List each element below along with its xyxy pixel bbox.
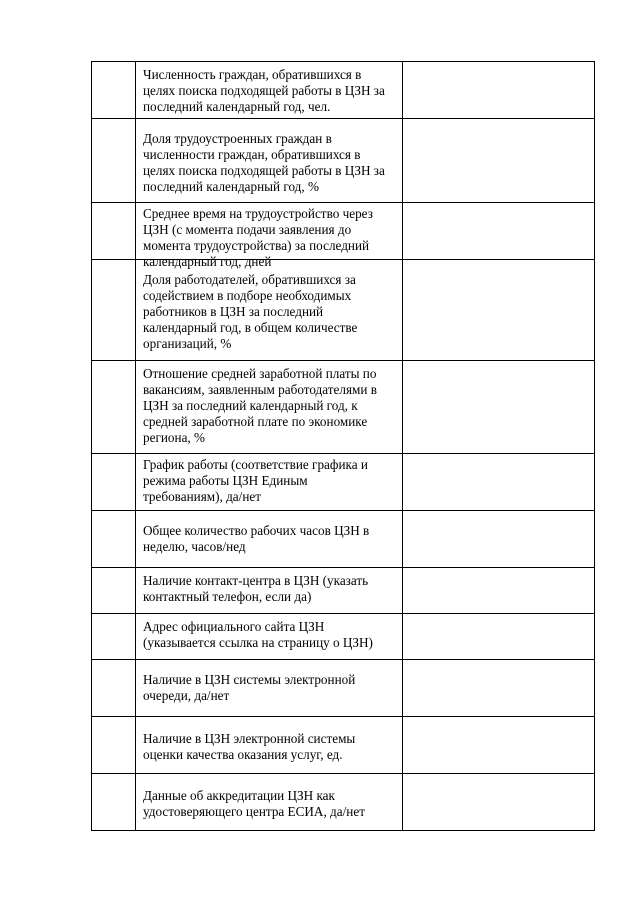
value-cell[interactable]	[403, 774, 595, 831]
indicator-line: неделю, часов/нед	[143, 539, 246, 554]
indicator-line: очереди, да/нет	[143, 688, 230, 703]
indicator-line: режима работы ЦЗН Единым	[143, 473, 308, 488]
indicator-line: удостоверяющего центра ЕСИА, да/нет	[143, 804, 365, 819]
indicator-line: работников в ЦЗН за последний	[143, 304, 324, 319]
indicator-line: региона, %	[143, 430, 205, 445]
indicator-name-cell	[136, 660, 403, 717]
value-cell[interactable]	[403, 660, 595, 717]
indicator-name-cell	[136, 511, 403, 568]
table-row	[92, 361, 595, 454]
indicator-line: График работы (соответствие графика и	[143, 457, 368, 472]
value-cell[interactable]	[403, 203, 595, 260]
indicator-line: Общее количество рабочих часов ЦЗН в	[143, 523, 370, 538]
value-cell[interactable]	[403, 119, 595, 203]
row-number-cell	[92, 62, 136, 119]
indicator-line: последний календарный год, чел.	[143, 99, 331, 114]
row-number-cell	[92, 614, 136, 660]
row-number-cell	[92, 260, 136, 361]
row-number-cell	[92, 119, 136, 203]
indicator-line: Отношение средней заработной платы по	[143, 366, 377, 381]
row-number-cell	[92, 717, 136, 774]
indicator-line: оценки качества оказания услуг, ед.	[143, 747, 343, 762]
row-number-cell	[92, 511, 136, 568]
indicator-line: организаций, %	[143, 336, 232, 351]
table-row	[92, 568, 595, 614]
indicator-line: ЦЗН (с момента подачи заявления до	[143, 222, 352, 237]
indicator-line: контактный телефон, если да)	[143, 589, 312, 604]
indicator-line: момента трудоустройства) за последний	[143, 238, 370, 253]
indicator-line: численности граждан, обратившихся в	[143, 147, 361, 162]
table-row	[92, 203, 595, 260]
indicator-name-cell	[136, 568, 403, 614]
indicator-name-cell	[136, 717, 403, 774]
row-number-cell	[92, 568, 136, 614]
indicator-name-cell	[136, 203, 403, 269]
row-number-cell	[92, 454, 136, 511]
table-row	[92, 774, 595, 831]
row-number-cell	[92, 774, 136, 831]
indicator-line: Наличие в ЦЗН системы электронной	[143, 672, 356, 687]
indicator-line: средней заработной плате по экономике	[143, 414, 368, 429]
indicator-line: календарный год, в общем количестве	[143, 320, 358, 335]
indicator-line: календарный год, дней	[143, 254, 272, 269]
indicator-line: (указывается ссылка на страницу о ЦЗН)	[143, 635, 373, 650]
indicator-line: Доля трудоустроенных граждан в	[143, 131, 332, 146]
table-row	[92, 62, 595, 119]
indicator-name-cell	[136, 614, 403, 660]
indicators-table	[91, 61, 595, 831]
value-cell[interactable]	[403, 62, 595, 119]
indicator-line: ЦЗН за последний календарный год, к	[143, 398, 358, 413]
indicator-name-cell	[136, 454, 403, 511]
indicator-line: целях поиска подходящей работы в ЦЗН за	[143, 163, 385, 178]
value-cell[interactable]	[403, 717, 595, 774]
value-cell[interactable]	[403, 511, 595, 568]
indicator-line: Численность граждан, обратившихся в	[143, 67, 362, 82]
indicator-line: содействием в подборе необходимых	[143, 288, 352, 303]
indicator-name-cell	[136, 62, 403, 119]
row-number-cell	[92, 361, 136, 454]
value-cell[interactable]	[403, 614, 595, 660]
table-row	[92, 511, 595, 568]
indicator-line: Наличие в ЦЗН электронной системы	[143, 731, 356, 746]
indicator-line: требованиям), да/нет	[143, 489, 261, 504]
table-row	[92, 614, 595, 660]
indicator-name-cell	[136, 260, 403, 361]
indicator-line: Данные об аккредитации ЦЗН как	[143, 788, 335, 803]
table-row	[92, 717, 595, 774]
table-row	[92, 260, 595, 361]
value-cell[interactable]	[403, 454, 595, 511]
table-row	[92, 119, 595, 203]
table-row	[92, 454, 595, 511]
indicator-line: последний календарный год, %	[143, 179, 319, 194]
indicator-name-cell	[136, 774, 403, 831]
indicator-line: Доля работодателей, обратившихся за	[143, 272, 356, 287]
row-number-cell	[92, 660, 136, 717]
indicator-line: Среднее время на трудоустройство через	[143, 206, 373, 221]
indicator-name-cell	[136, 361, 403, 454]
indicator-line: Адрес официального сайта ЦЗН	[143, 619, 325, 634]
indicator-name-cell	[136, 119, 403, 203]
value-cell[interactable]	[403, 260, 595, 361]
table-row	[92, 660, 595, 717]
indicator-line: целях поиска подходящей работы в ЦЗН за	[143, 83, 385, 98]
indicator-line: Наличие контакт-центра в ЦЗН (указать	[143, 573, 369, 588]
value-cell[interactable]	[403, 568, 595, 614]
row-number-cell	[92, 203, 136, 260]
indicator-line: вакансиям, заявленным работодателями в	[143, 382, 377, 397]
value-cell[interactable]	[403, 361, 595, 454]
